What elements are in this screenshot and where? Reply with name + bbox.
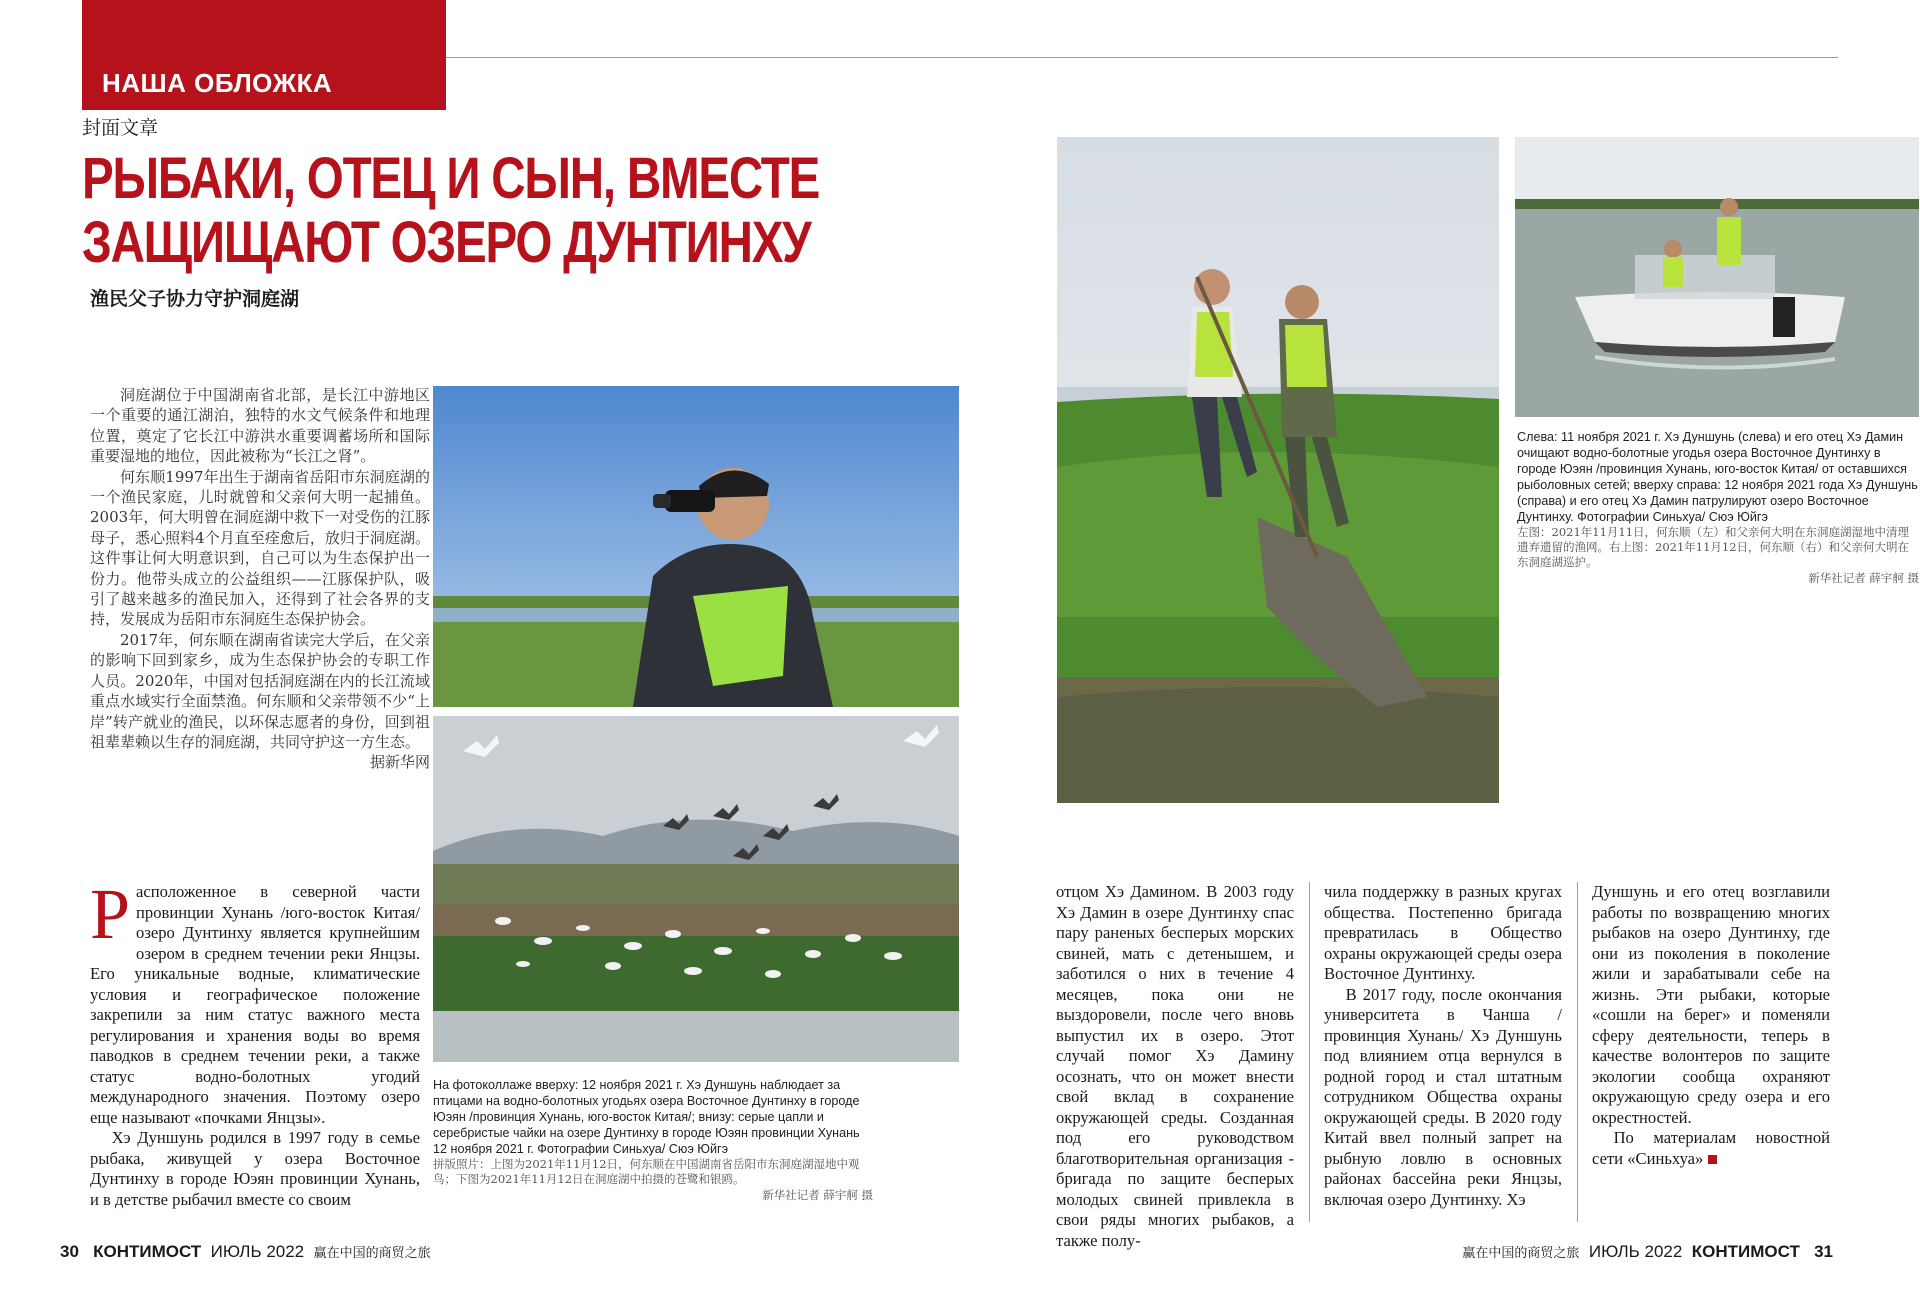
body-text: асположенное в северной части провинции Хунань /юго-восток Китая/ озеро Дунтинху является крупнейшим озером в среднем течении реки Янцзы. Его уникальные водные, климатические условия и географическое положение закрепили за ним статус важного места регулирования и хранения воды во время паводков в среднем течении реки, а также статус водно-болотных угодий международного значения. Поэтому озеро еще называют «почками Янцзы». xyxy=(90,882,420,1127)
caption-right-cn: 左图：2021年11月11日，何东顺（左）和父亲何大明在东洞庭湖湿地中清理遗弃遗留的渔网。右上图：2021年11月12日，何东顺（右）和父亲何大明在东洞庭湖巡护。 xyxy=(1517,525,1910,569)
magazine-name-right: КОНТИМОСТ xyxy=(1691,1242,1800,1261)
photo-boat-patrol xyxy=(1515,137,1919,417)
tagline-right-cn: 赢在中国的商贸之旅 xyxy=(1462,1246,1580,1261)
caption-left-credit: 新华社记者 薛宇舸 摄 xyxy=(762,1188,873,1202)
cn-intro-paragraph: 2017年，何东顺在湖南省读完大学后，在父亲的影响下回到家乡，成为生态保护协会的专职工作人员。2020年，中国对包括洞庭湖在内的长江流域重点水域实行全面禁渔。何东顺和父亲带领不少“上岸”转产就业的渔民，以环保志愿者的身份，回到祖祖辈辈赖以生存的洞庭湖，共同守护这一方生态。 xyxy=(90,630,430,751)
page-number-right: 31 xyxy=(1814,1242,1833,1261)
caption-left-cn: 拼版照片：上图为2021年11月12日，何东顺在中国湖南省岳阳市东洞庭湖湿地中观鸟；下图为2021年11月12日在洞庭湖中拍摄的苍鹭和银鸥。 xyxy=(433,1157,860,1186)
body-paragraph: В 2017 году, после окончания университета в Чанша /провинция Хунань/ Хэ Дуншунь под влиянием отца вернулся в родной город и стал штатным сотрудником Общества охраны окружающей среды. В 2020 году Китай ввел полный запрет на рыбную ловлю в основных районах бассейна реки Янцзы, включая озеро Дунтинху. Хэ xyxy=(1324,984,1562,1209)
section-label: НАША ОБЛОЖКА xyxy=(102,68,333,98)
body-paragraph: Дуншунь и его отец возглавили работы по возвращению многих рыбаков на озеро Дунтинху, где они из поколения в поколение жили и зарабатывали себе на жизнь. Эти рыбаки, которые «сошли на берег» и поменяли сферу деятельности, теперь в качестве волонтеров по защите экологии сообща охраняют окружающую среду озера и его окрестностей. xyxy=(1592,882,1830,1127)
section-label-cn: 封面文章 xyxy=(82,117,159,139)
body-column-4 xyxy=(1592,882,1830,1169)
footer-right xyxy=(1462,1242,1833,1262)
headline-line-2: ЗАЩИЩАЮТ ОЗЕРО ДУНТИНХУ xyxy=(82,210,811,275)
body-column-3 xyxy=(1324,882,1562,1210)
caption-left xyxy=(433,1077,873,1203)
caption-right-credit: 新华社记者 薛宇舸 摄 xyxy=(1808,571,1919,585)
cn-intro-text xyxy=(90,385,430,773)
issue-left: ИЮЛЬ 2022 xyxy=(210,1242,305,1261)
caption-left-ru: На фотоколлаже вверху: 12 ноября 2021 г. Хэ Дуншунь наблюдает за птицами на водно-болотных угодьях озера Восточное Дунтинху в городе Юэян /провинция Хунань, юго-восток Китая/; внизу: серые цапли и серебристые чайки на озере Дунтинху в городе Юэян провинции Хунань 12 ноября 2021 г. Фотографии Синьхуа/ Сюэ Юйгэ xyxy=(433,1078,860,1156)
magazine-name-left: КОНТИМОСТ xyxy=(93,1242,202,1261)
body-column-2 xyxy=(1056,882,1294,1251)
photo-birds xyxy=(433,716,959,1062)
column-divider xyxy=(1577,882,1578,1222)
end-mark-icon xyxy=(1708,1155,1717,1164)
body-column-1 xyxy=(90,874,420,1210)
tagline-left-cn: 赢在中国的商贸之旅 xyxy=(313,1246,431,1261)
headline-line-1: РЫБАКИ, ОТЕЦ И СЫН, ВМЕСТЕ xyxy=(82,146,820,211)
body-paragraph xyxy=(90,874,420,1128)
page-number-left: 30 xyxy=(60,1242,79,1261)
headline-cn: 渔民父子协力守护洞庭湖 xyxy=(90,288,300,310)
body-paragraph: Хэ Дуншунь родился в 1997 году в семье рыбака, живущей у озера Восточное Дунтинху в городе Юэян провинции Хунань, и в детстве рыбачил вместе со своим xyxy=(90,1128,420,1209)
body-paragraph xyxy=(1592,1128,1830,1169)
caption-right xyxy=(1517,429,1919,586)
photo-nets-cleanup xyxy=(1057,137,1499,803)
photo-birdwatching xyxy=(433,386,959,707)
top-rule xyxy=(446,57,1838,58)
cn-intro-paragraph: 何东顺1997年出生于湖南省岳阳市东洞庭湖的一个渔民家庭，儿时就曾和父亲何大明一起捕鱼。2003年，何大明曾在洞庭湖中救下一对受伤的江豚母子，悉心照料4个月直至痊愈后，放归于洞庭湖。这件事让何大明意识到，自己可以为生态保护出一份力。他带头成立的公益组织——江豚保护队，吸引了越来越多的渔民加入，还得到了社会各界的支持，发展成为岳阳市东洞庭生态保护协会。 xyxy=(90,467,430,629)
cn-intro-paragraph: 洞庭湖位于中国湖南省北部，是长江中游地区一个重要的通江湖泊，独特的水文气候条件和地理位置，奠定了它长江中游洪水重要调蓄场所和国际重要湿地的地位，因此被称为“长江之肾”。 xyxy=(90,386,430,466)
issue-right: ИЮЛЬ 2022 xyxy=(1588,1242,1683,1261)
cn-intro-source: 据新华网 xyxy=(369,753,430,772)
column-divider xyxy=(1309,882,1310,1222)
dropcap: Р xyxy=(90,874,131,954)
footer-left xyxy=(60,1242,431,1262)
caption-right-ru: Слева: 11 ноября 2021 г. Хэ Дуншунь (слева) и его отец Хэ Дамин очищают водно-болотные угодья озера Восточное Дунтинху в городе Юэян /провинция Хунань, юго-восток Китая/ от оставшихся рыболовных сетей; вверху справа: 12 ноября 2021 года Хэ Дуншунь (справа) и его отец Хэ Дамин патрулируют озеро Восточное Дунтинху. Фотографии Синьхуа/ Сюэ Юйгэ xyxy=(1517,430,1918,524)
body-paragraph: отцом Хэ Дамином. В 2003 году Хэ Дамин в озере Дунтинху спас пару раненых бесперых морских свиней, мать с детенышем, и заботился о них в течение 4 месяцев, пока они не выздоровели, после чего вновь выпустил их в озеро. Этот случай помог Хэ Дамину осознать, что он может внести свой вклад в сохранение окружающей среды. Созданная под его руководством благотворительная организация - бригада по защите бесперых молодых свиней привлекла в свои ряды многих рыбаков, а также полу- xyxy=(1056,882,1294,1250)
body-paragraph: чила поддержку в разных кругах общества. Постепенно бригада превратилась в Общество охраны окружающей среды озера Восточное Дунтинху. xyxy=(1324,882,1562,983)
source-note: По материалам новостной сети «Синьхуа» xyxy=(1592,1128,1830,1168)
